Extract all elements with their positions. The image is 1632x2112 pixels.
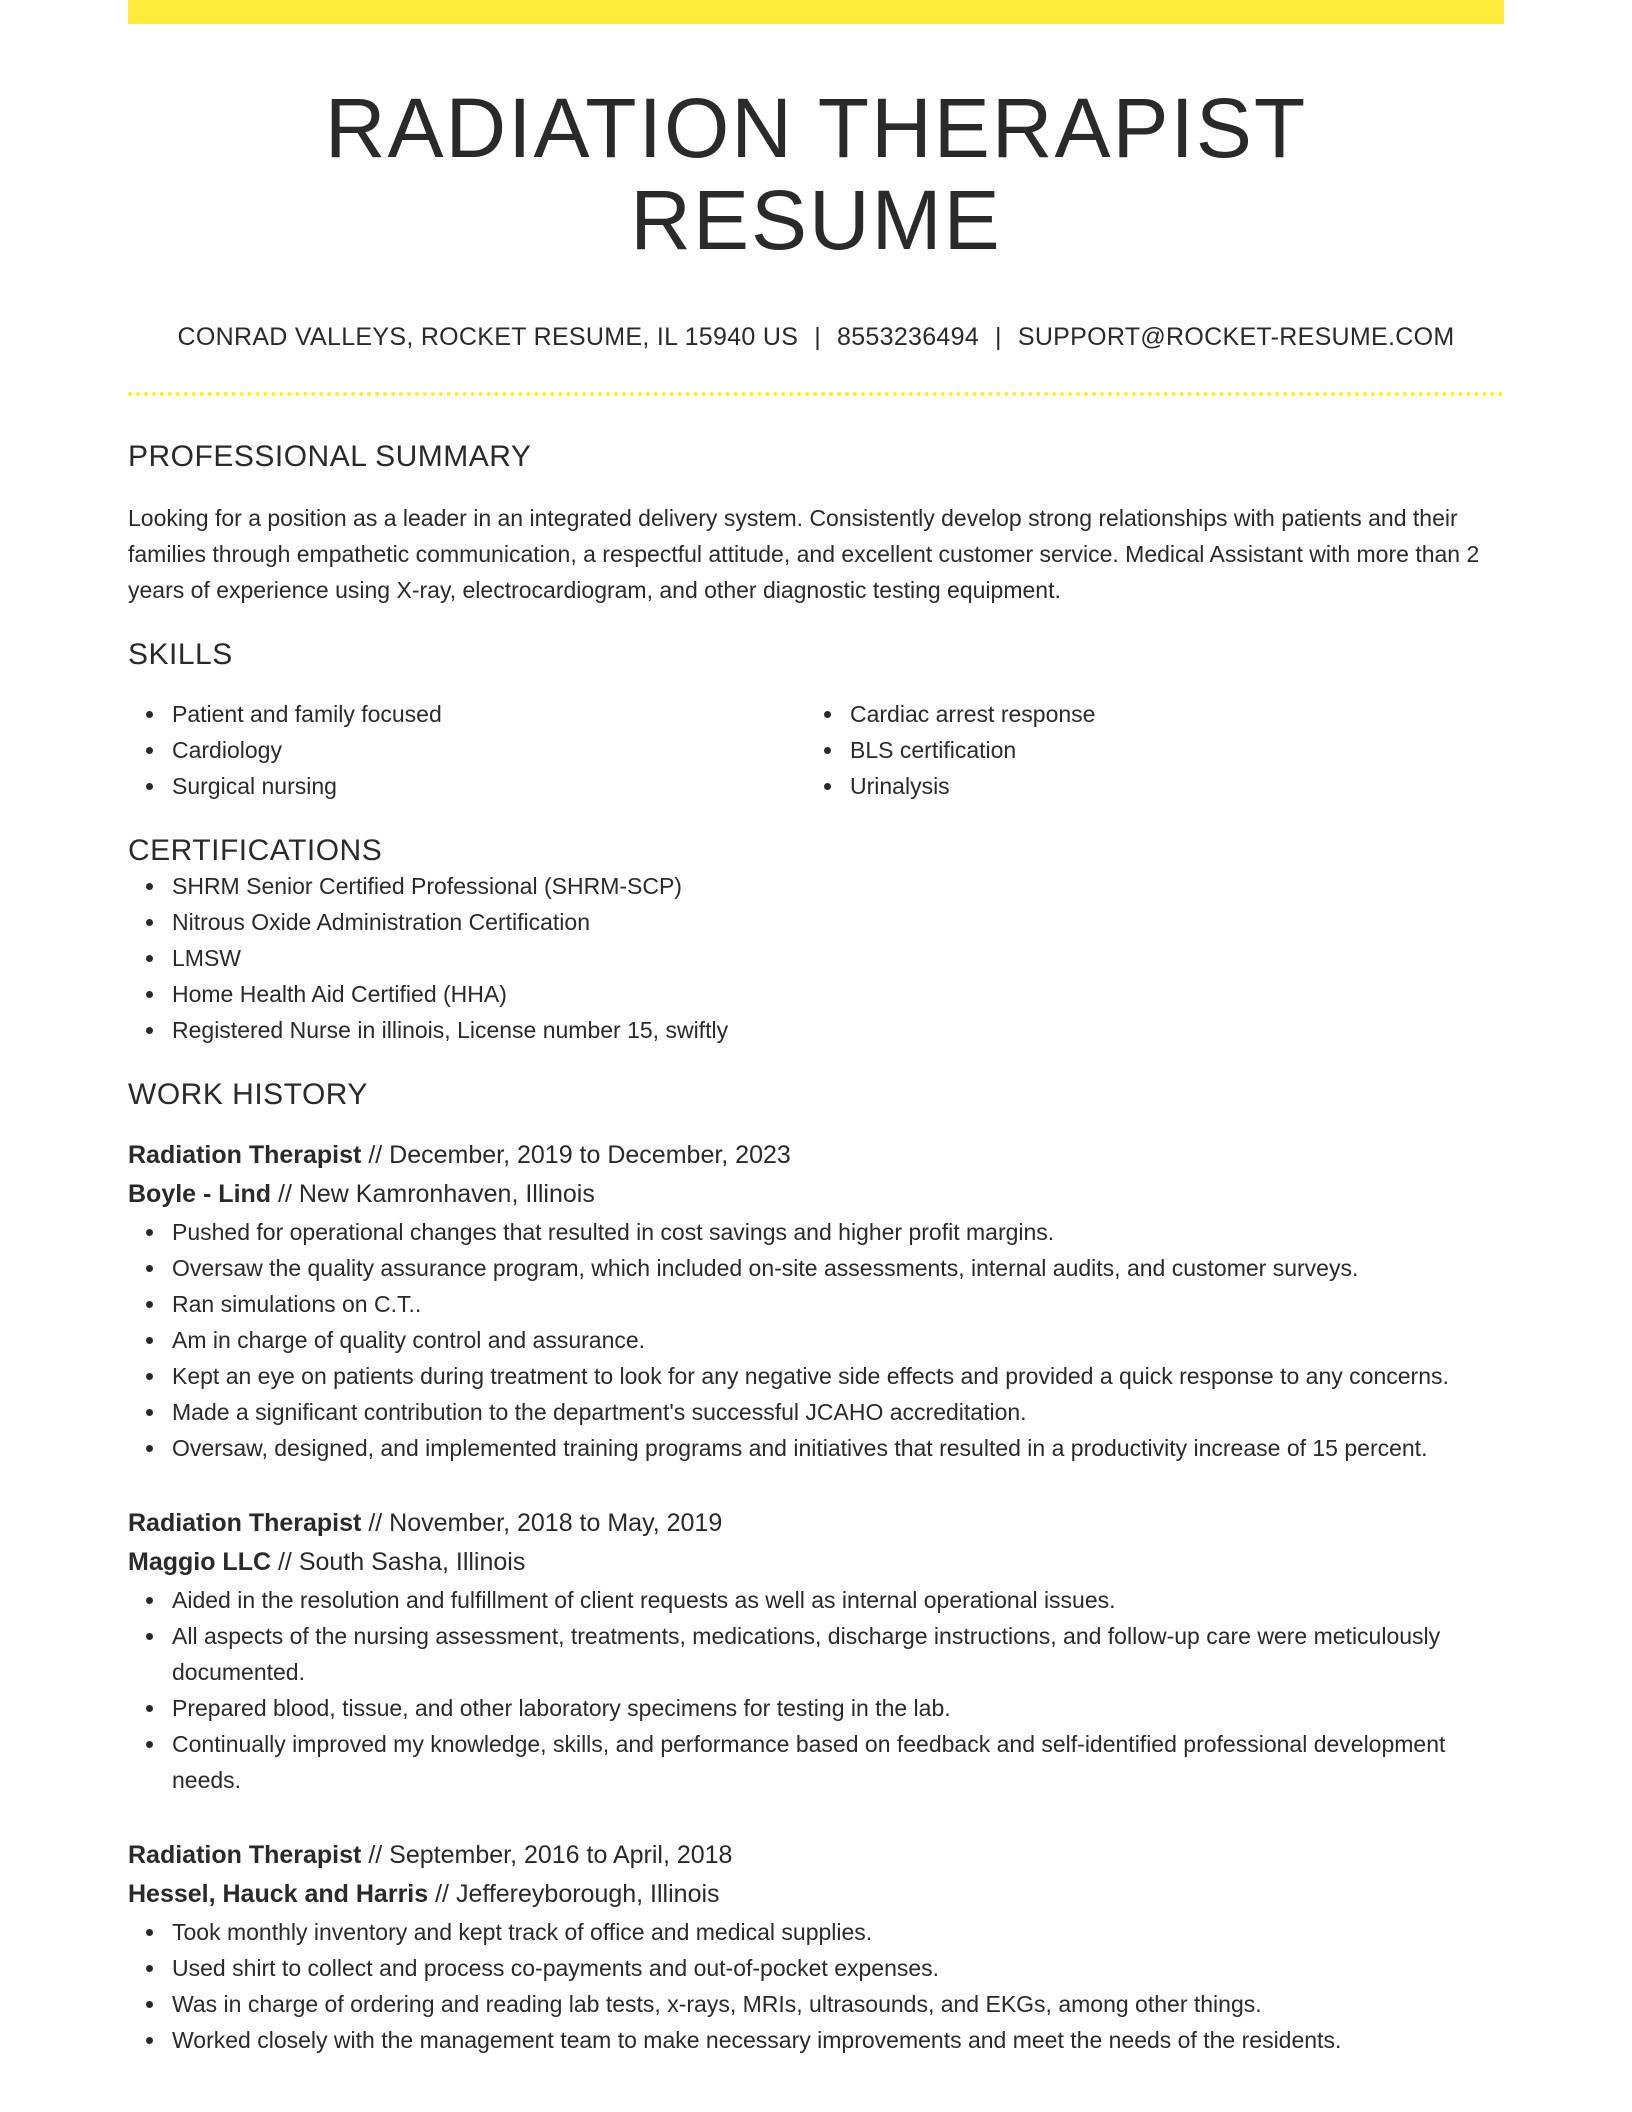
job-bullet: Kept an eye on patients during treatment to look for any negative side effects and provided a quick response to any concerns. bbox=[172, 1358, 1504, 1394]
certifications-list bbox=[128, 868, 1504, 1048]
job-dates: // September, 2016 to April, 2018 bbox=[361, 1840, 733, 1869]
job-bullet: Was in charge of ordering and reading lab tests, x-rays, MRIs, ultrasounds, and EKGs, among other things. bbox=[172, 1986, 1504, 2022]
summary-text: Looking for a position as a leader in an integrated delivery system. Consistently develop strong relationships with patients and their families through empathetic communication, a respectful attitude, and excellent customer service. Medical Assistant with more than 2 years of experience using X-ray, electrocardiogram, and other diagnostic testing equipment. bbox=[128, 504, 1480, 603]
job-bullet: Pushed for operational changes that resulted in cost savings and higher profit margins. bbox=[172, 1214, 1504, 1250]
certification-item: Nitrous Oxide Administration Certification bbox=[172, 904, 1504, 940]
job-bullet-list bbox=[128, 1582, 1504, 1798]
skills-section bbox=[128, 638, 1504, 804]
certifications-heading: CERTIFICATIONS bbox=[128, 833, 383, 867]
job-bullet: Oversaw the quality assurance program, which included on-site assessments, internal audits, and customer surveys. bbox=[172, 1250, 1504, 1286]
contact-phone: 8553236494 bbox=[837, 322, 980, 351]
skills-grid bbox=[128, 696, 1504, 804]
job-title-line bbox=[128, 1504, 1504, 1543]
job-title: Radiation Therapist bbox=[128, 1508, 362, 1537]
job-company: Hessel, Hauck and Harris bbox=[128, 1879, 429, 1908]
resume-page bbox=[128, 0, 1504, 2058]
job-location: // New Kamronhaven, Illinois bbox=[271, 1179, 595, 1208]
job-title-line bbox=[128, 1836, 1504, 1875]
job-bullet: Took monthly inventory and kept track of office and medical supplies. bbox=[172, 1914, 1504, 1950]
work-history-heading: WORK HISTORY bbox=[128, 1077, 368, 1111]
skill-item: BLS certification bbox=[850, 732, 1484, 768]
accent-top-bar bbox=[128, 0, 1504, 24]
job-dates: // December, 2019 to December, 2023 bbox=[361, 1140, 791, 1169]
job-company-line bbox=[128, 1875, 1504, 1914]
contact-separator: | bbox=[995, 322, 1002, 351]
skill-item: Cardiac arrest response bbox=[850, 696, 1484, 732]
job-company: Maggio LLC bbox=[128, 1547, 272, 1576]
job-bullet-list bbox=[128, 1214, 1504, 1466]
header-divider bbox=[128, 392, 1504, 396]
job-bullet: Worked closely with the management team to make necessary improvements and meet the needs of the residents. bbox=[172, 2022, 1504, 2058]
skill-item: Patient and family focused bbox=[172, 696, 806, 732]
job-title: Radiation Therapist bbox=[128, 1840, 362, 1869]
job-bullet: Am in charge of quality control and assurance. bbox=[172, 1322, 1504, 1358]
certification-item: Home Health Aid Certified (HHA) bbox=[172, 976, 1504, 1012]
job-company-line bbox=[128, 1543, 1504, 1582]
skill-item: Surgical nursing bbox=[172, 768, 806, 804]
job-location: // South Sasha, Illinois bbox=[271, 1547, 526, 1576]
skill-item: Urinalysis bbox=[850, 768, 1484, 804]
job-entry bbox=[128, 1136, 1504, 1466]
summary-section bbox=[128, 440, 1504, 608]
job-entry bbox=[128, 1836, 1504, 2058]
job-bullet: Made a significant contribution to the department's successful JCAHO accreditation. bbox=[172, 1394, 1504, 1430]
resume-title: RADIATION THERAPIST RESUME bbox=[324, 81, 1308, 268]
job-bullet: Aided in the resolution and fulfillment of client requests as well as internal operational issues. bbox=[172, 1582, 1504, 1618]
work-history-section bbox=[128, 1078, 1504, 2058]
skill-item: Cardiology bbox=[172, 732, 806, 768]
job-company: Boyle - Lind bbox=[128, 1179, 272, 1208]
job-bullet: Ran simulations on C.T.. bbox=[172, 1286, 1504, 1322]
job-dates: // November, 2018 to May, 2019 bbox=[361, 1508, 723, 1537]
certification-item: LMSW bbox=[172, 940, 1504, 976]
contact-address: CONRAD VALLEYS, ROCKET RESUME, IL 15940 US bbox=[177, 322, 799, 351]
job-entry bbox=[128, 1504, 1504, 1798]
skills-column-right bbox=[806, 696, 1484, 804]
job-title: Radiation Therapist bbox=[128, 1140, 362, 1169]
certifications-section bbox=[128, 834, 1504, 1048]
job-bullet: Oversaw, designed, and implemented training programs and initiatives that resulted in a productivity increase of 15 percent. bbox=[172, 1430, 1504, 1466]
skills-column-left bbox=[128, 696, 806, 804]
job-bullet: Continually improved my knowledge, skills, and performance based on feedback and self-identified professional development needs. bbox=[172, 1726, 1504, 1798]
summary-heading: PROFESSIONAL SUMMARY bbox=[128, 439, 532, 473]
skills-heading: SKILLS bbox=[128, 637, 233, 671]
contact-separator: | bbox=[814, 322, 821, 351]
job-company-line bbox=[128, 1175, 1504, 1214]
contact-line bbox=[128, 323, 1504, 352]
job-bullet: Prepared blood, tissue, and other laboratory specimens for testing in the lab. bbox=[172, 1690, 1504, 1726]
job-bullet: All aspects of the nursing assessment, treatments, medications, discharge instructions, and follow-up care were meticulously documented. bbox=[172, 1618, 1504, 1690]
contact-email: SUPPORT@ROCKET-RESUME.COM bbox=[1017, 322, 1455, 351]
certification-item: Registered Nurse in illinois, License number 15, swiftly bbox=[172, 1012, 1504, 1048]
certification-item: SHRM Senior Certified Professional (SHRM-SCP) bbox=[172, 868, 1504, 904]
job-title-line bbox=[128, 1136, 1504, 1175]
job-bullet-list bbox=[128, 1914, 1504, 2058]
job-location: // Jeffereyborough, Illinois bbox=[428, 1879, 720, 1908]
job-bullet: Used shirt to collect and process co-payments and out-of-pocket expenses. bbox=[172, 1950, 1504, 1986]
